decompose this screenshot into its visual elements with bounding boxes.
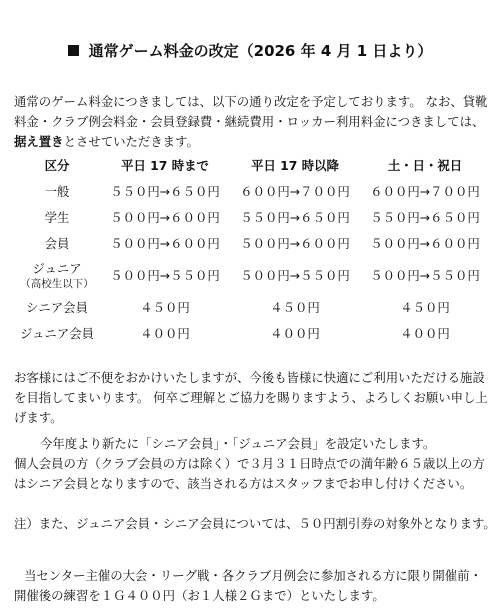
- event-practice-paragraph: 当センター主催の大会・リーグ戦・各クラブ月例会に参加される方に限り開催前・開催後の練習を１Ｇ４００円（お１人様２Ｇまで）といたします。: [14, 568, 482, 603]
- title-text: 通常ゲーム料金の改定（2026 年 4 月 1 日より）: [88, 42, 433, 60]
- table-row: [14, 230, 490, 256]
- row-label: 会員: [44, 236, 70, 251]
- price-cell: ４５０円: [140, 300, 190, 315]
- member-details-paragraph: 個人会員の方（クラブ会員の方は除く）で３月３１日時点での満年齢６５歳以上の方はシニア会員となりますので、該当される方はスタッフまでお申し付けください。: [14, 456, 485, 491]
- table-row: [14, 294, 490, 320]
- price-cell: ５００円→６００円: [370, 236, 480, 251]
- row-label: ジュニア: [32, 261, 82, 276]
- member-intro-line: 今年度より新たに「シニア会員」・「ジュニア会員」を設定いたします。: [40, 436, 436, 451]
- row-label: 一般: [44, 184, 70, 199]
- header-weekday-after-17: 平日 17 時以降: [251, 158, 339, 173]
- intro-emphasis: 据え置き: [14, 134, 64, 149]
- intro-paragraph: [14, 92, 490, 152]
- apology-paragraph: お客様にはご不便をおかけいたしますが、今後も皆様に快適にご利用いただける施設を目指してまいります。 何卒ご理解とご協力を賜りますよう、よろしくお願い申し上げます。: [14, 370, 488, 425]
- member-note: 注）また、ジュニア会員・シニア会員については、５０円割引券の対象外となります。: [14, 516, 496, 531]
- price-cell: ５００円→６００円: [240, 236, 350, 251]
- black-square-icon: [68, 45, 79, 56]
- header-weekend-holiday: 土・日・祝日: [387, 158, 463, 173]
- table-row: [14, 320, 490, 346]
- intro-text-after: とさせていただきます。: [63, 134, 199, 149]
- price-cell: ４５０円: [400, 300, 450, 315]
- price-cell: ５５０円→６５０円: [370, 210, 480, 225]
- price-cell: ５５０円→６５０円: [110, 184, 220, 199]
- row-label: 学生: [44, 210, 70, 225]
- price-cell: ４００円: [270, 326, 320, 341]
- fee-table-header-row: [14, 152, 490, 178]
- price-cell: ６００円→７００円: [370, 184, 480, 199]
- price-cell: ４００円: [140, 326, 190, 341]
- price-cell: ５００円→６００円: [110, 236, 220, 251]
- price-cell: ６００円→７００円: [240, 184, 350, 199]
- row-label-note: （高校生以下）: [20, 278, 94, 290]
- price-cell: ４００円: [400, 326, 450, 341]
- table-row: [14, 204, 490, 230]
- price-cell: ５００円→６００円: [110, 210, 220, 225]
- page-title: [0, 40, 500, 61]
- fee-table: [14, 152, 490, 346]
- table-row: [14, 178, 490, 204]
- price-cell: ５００円→５５０円: [370, 268, 480, 283]
- row-label: シニア会員: [26, 300, 88, 315]
- price-cell: ４５０円: [270, 300, 320, 315]
- price-cell: ５００円→５５０円: [110, 268, 220, 283]
- header-category: 区分: [44, 158, 70, 173]
- table-row: [14, 256, 490, 294]
- price-cell: ５５０円→６５０円: [240, 210, 350, 225]
- row-label: ジュニア会員: [19, 326, 95, 341]
- intro-text-before: 通常のゲーム料金につきましては、以下の通り改定を予定しております。 なお、貸靴料金・クラブ例会料金・会員登録費・継続費用・ロッカー利用料金につきましては、: [14, 94, 488, 129]
- row-label-junior: [14, 256, 100, 294]
- price-cell: ５００円→５５０円: [240, 268, 350, 283]
- header-weekday-before-17: 平日 17 時まで: [121, 158, 209, 173]
